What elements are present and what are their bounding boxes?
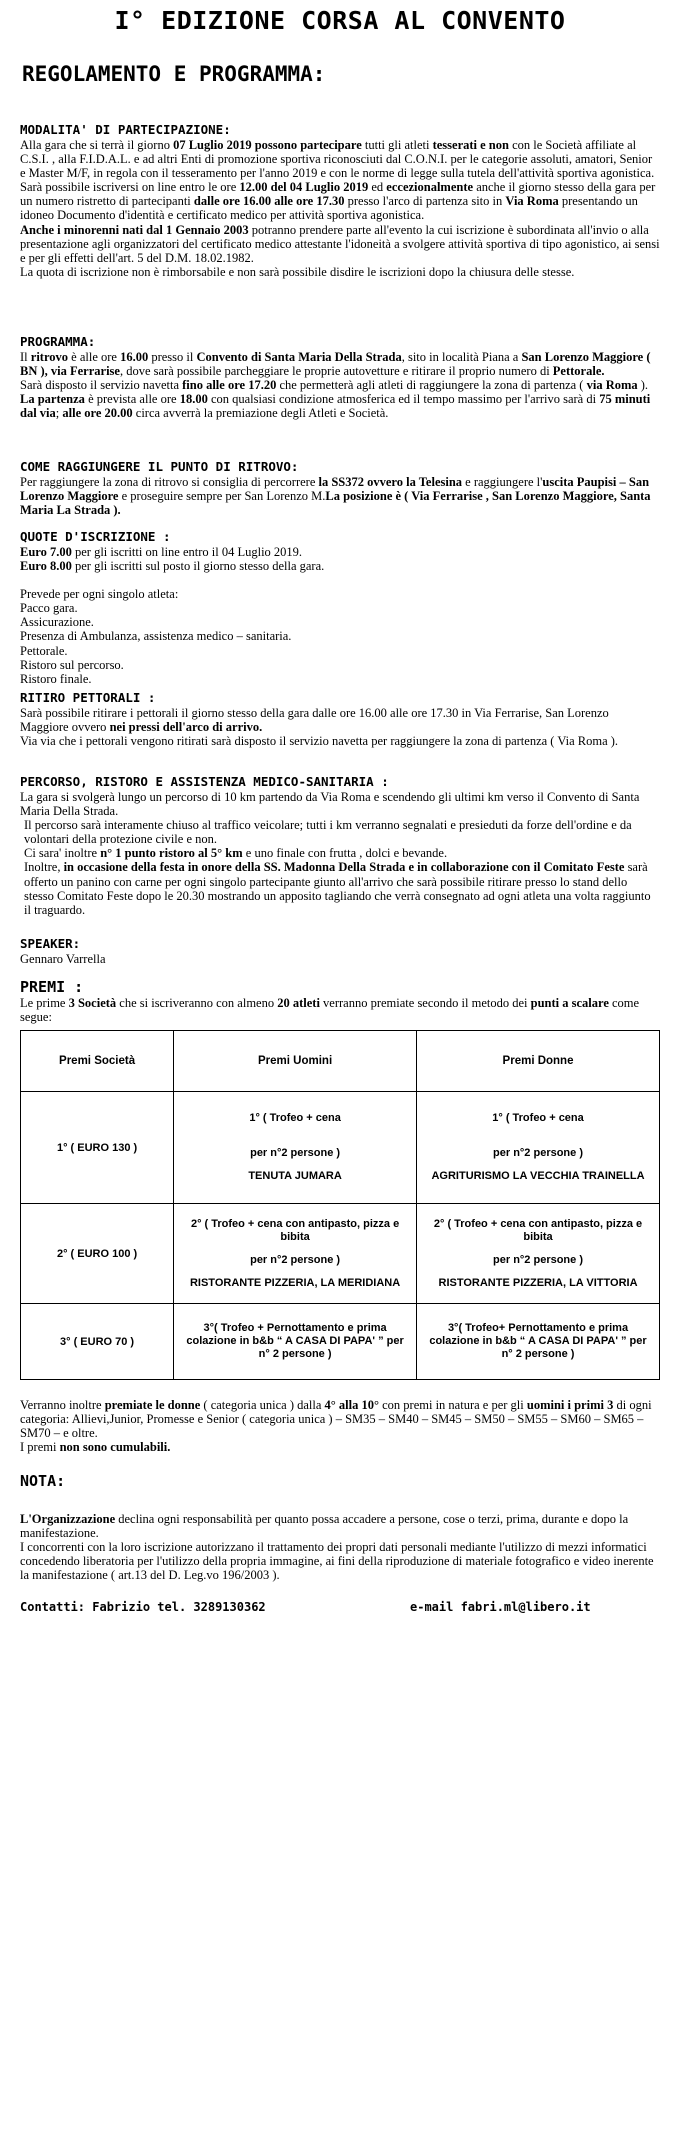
section-heading: PROGRAMMA: (20, 334, 96, 349)
paragraph: Il percorso sarà interamente chiuso al traffico veicolare; tutti i km verranno segnalati e presieduti da forze dell'ordine e da volontari della protezione civile e non. (24, 818, 632, 847)
paragraph: Verranno inoltre premiate le donne ( categoria unica ) dalla 4° alla 10° con premi in natura e per gli uomini i primi 3 di ogni categoria: Allievi,Junior, Promesse e Senior ( categoria unica ) – SM35 – SM40 – SM45 – SM50 – SM55 – SM60 – SM65 – SM70 – e oltre. (20, 1398, 652, 1441)
table-cell: 2° ( Trofeo + cena con antipasto, pizza e bibita per n°2 persone ) RISTORANTE PIZZERIA, LA MERIDIANA (174, 1204, 417, 1304)
table-cell: 2° ( EURO 100 ) (21, 1204, 174, 1304)
section-premi (20, 980, 660, 1024)
table-row (21, 1304, 660, 1380)
table-row (21, 1204, 660, 1304)
table-cell: 2° ( Trofeo + cena con antipasto, pizza e bibita per n°2 persone ) RISTORANTE PIZZERIA, LA VITTORIA (417, 1204, 660, 1304)
column-header: Premi Società (21, 1031, 174, 1092)
paragraph: L'Organizzazione declina ogni responsabilità per quanto possa accadere a persone, cose o terzi, prima, durante e dopo la manifestazione. (20, 1512, 629, 1541)
list-item: Assicurazione. (20, 615, 94, 630)
column-header: Premi Uomini (174, 1031, 417, 1092)
paragraph: I concorrenti con la loro iscrizione autorizzano il trattamento dei propri dati personali mediante l'utilizzo di mezzi informatici concedendo liberatoria per l'utilizzo della propria immagine, ai fini della riproduzione di materiale fotografico e video inerente la manifestazione ( art.13 del D. Leg.vo 196/2003 ). (20, 1540, 654, 1583)
section-heading: COME RAGGIUNGERE IL PUNTO DI RITROVO: (20, 459, 299, 474)
table-cell: 3°( Trofeo+ Pernottamento e prima colazione in b&b “ A CASA DI PAPA' ” per n° 2 persone ) (417, 1304, 660, 1380)
section-nota (20, 1474, 660, 1582)
paragraph: Ci sara' inoltre n° 1 punto ristoro al 5° km e uno finale con frutta , dolci e bevande. (24, 846, 448, 861)
section-heading: RITIRO PETTORALI : (20, 690, 156, 705)
price-line: Euro 8.00 per gli iscritti sul posto il giorno stesso della gara. (20, 559, 325, 574)
paragraph: Per raggiungere la zona di ritrovo si consiglia di percorrere la SS372 ovvero la Telesina e raggiungere l'uscita Paupisi – San Lorenzo Maggiore e proseguire sempre per San Lorenzo M.La posizione è ( Via Ferrarise , San Lorenzo Maggiore, Santa Maria La Strada ). (20, 475, 651, 518)
column-header: Premi Donne (417, 1031, 660, 1092)
table-row (21, 1092, 660, 1204)
paragraph: La partenza è prevista alle ore 18.00 con qualsiasi condizione atmosferica ed il tempo massimo per l'arrivo sarà di 75 minuti dal via; alle ore 20.00 circa avverrà la premiazione degli Atleti e Società. (20, 392, 651, 421)
contact-phone: Contatti: Fabrizio tel. 3289130362 (20, 1600, 266, 1614)
paragraph: Anche i minorenni nati dal 1 Gennaio 2003 potranno prendere parte all'evento la cui iscrizione è subordinata all'invio o alla presentazione agli organizzatori del certificato medico attestante l'idoneità a svolgere attività sportiva di tipo agonistico, ai sensi e per gli effetti dell'art. 5 del D.M. 18.02.1982. (20, 222, 660, 265)
page-subtitle: REGOLAMENTO E PROGRAMMA: (22, 62, 326, 86)
paragraph: Il ritrovo è alle ore 16.00 presso il Convento di Santa Maria Della Strada, sito in località Piana a San Lorenzo Maggiore ( BN ), via Ferrarise, dove sarà possibile parcheggiare le proprie autovetture e ritirare il proprio numero di Pettorale. (20, 350, 651, 379)
footer-contacts (20, 1600, 660, 1614)
table-cell: 3°( Trofeo + Pernottamento e prima colazione in b&b “ A CASA DI PAPA' ” per n° 2 persone ) (174, 1304, 417, 1380)
list-item: Pettorale. (20, 643, 68, 658)
page-title: I° EDIZIONE CORSA AL CONVENTO (114, 6, 566, 35)
paragraph: La gara si svolgerà lungo un percorso di 10 km partendo da Via Roma e scendendo gli ultimi km verso il Convento di Santa Maria Della Strada. (20, 790, 640, 819)
speaker-name: Gennaro Varrella (20, 952, 106, 966)
price-line: Euro 7.00 per gli iscritti on line entro il 04 Luglio 2019. (20, 545, 303, 559)
table-cell: 3° ( EURO 70 ) (21, 1304, 174, 1380)
section-speaker (20, 936, 660, 966)
paragraph: Le prime 3 Società che si iscriveranno con almeno 20 atleti verranno premiate secondo il metodo dei punti a scalare come segue: (20, 996, 640, 1025)
section-heading: QUOTE D'ISCRIZIONE : (20, 529, 171, 544)
contact-email[interactable]: e-mail fabri.ml@libero.it (410, 1600, 591, 1614)
table-cell: 1° ( EURO 130 ) (21, 1092, 174, 1204)
section-ritiro (20, 690, 660, 748)
section-heading: NOTA: (20, 1472, 66, 1490)
paragraph: I premi non sono cumulabili. (20, 1440, 171, 1455)
section-programma (20, 334, 660, 420)
section-premi-extra (20, 1398, 660, 1454)
paragraph: Sarà disposto il servizio navetta fino alle ore 17.20 che permetterà agli atleti di raggiungere la zona di partenza ( via Roma ). (20, 378, 649, 393)
list-item: Presenza di Ambulanza, assistenza medico – sanitaria. (20, 629, 292, 644)
paragraph: Alla gara che si terrà il giorno 07 Luglio 2019 possono partecipare tutti gli atleti tesserati e non con le Società affiliate al C.S.I. , alla F.I.D.A.L. e ad altri Enti di promozione sportiva riconosciuti dal C.O.N.I. per le categorie assoluti, amatori, Senior e Master M/F, in regola con il tesseramento per l'anno 2019 e con le norme di legge sulla tutela dell'attività sportiva agonistica. (20, 138, 655, 181)
list-item: Ristoro sul percorso. (20, 657, 124, 672)
table-cell: 1° ( Trofeo + cena per n°2 persone ) AGRITURISMO LA VECCHIA TRAINELLA (417, 1092, 660, 1204)
paragraph: Sarà possibile iscriversi on line entro le ore 12.00 del 04 Luglio 2019 ed eccezionalmente anche il giorno stesso della gara per un numero ristretto di partecipanti dalle ore 16.00 alle ore 17.30 presso l'arco di partenza sito in Via Roma presentando un idoneo Documento d'identità e certificato medico per attività sportiva agonistica. (20, 180, 656, 223)
list-item: Pacco gara. (20, 601, 78, 616)
prizes-table (20, 1030, 660, 1380)
section-heading: PERCORSO, RISTORO E ASSISTENZA MEDICO-SANITARIA : (20, 774, 389, 789)
paragraph: Inoltre, in occasione della festa in onore della SS. Madonna Della Strada e in collaborazione con il Comitato Feste sarà offerto un panino con carne per ogni singolo partecipante giunto all'arrivo che sarà possibile ritirare presso lo stand dello stesso Comitato Feste dopo le 20.30 mostrando un apposito tagliando che verrà consegnato ad ogni atleta una volta raggiunto il traguardo. (24, 860, 651, 917)
section-modalita (20, 122, 660, 279)
section-percorso (20, 774, 660, 917)
section-raggiungere (20, 459, 660, 517)
paragraph: Sarà possibile ritirare i pettorali il giorno stesso della gara dalle ore 16.00 alle ore 17.30 in Via Ferrarise, San Lorenzo Maggiore ovvero nei pressi dell'arco di arrivo. (20, 706, 609, 735)
includes-intro: Prevede per ogni singolo atleta: (20, 587, 179, 602)
section-heading: SPEAKER: (20, 936, 81, 951)
section-heading: MODALITA' DI PARTECIPAZIONE: (20, 122, 231, 137)
paragraph: La quota di iscrizione non è rimborsabile e non sarà possibile disdire le iscrizioni dopo la chiusura delle stesse. (20, 264, 575, 279)
section-heading: PREMI : (20, 978, 84, 996)
table-header-row (21, 1031, 660, 1092)
paragraph: Via via che i pettorali vengono ritirati sarà disposto il servizio navetta per raggiungere la zona di partenza ( Via Roma ). (20, 734, 619, 749)
table-cell: 1° ( Trofeo + cena per n°2 persone ) TENUTA JUMARA (174, 1092, 417, 1204)
section-quote (20, 529, 660, 686)
list-item: Ristoro finale. (20, 671, 92, 686)
